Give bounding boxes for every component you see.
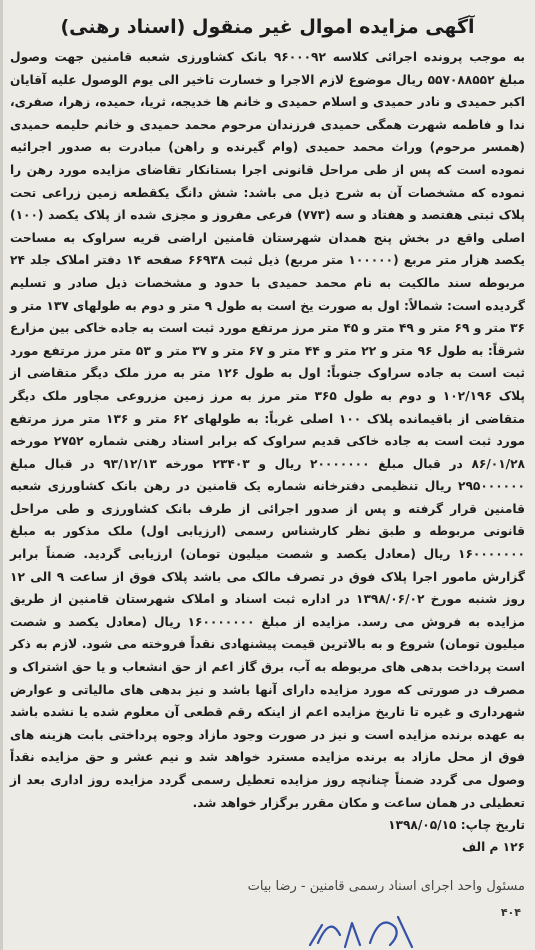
- handwritten-mark-icon: [300, 905, 420, 950]
- print-date: تاریخ چاپ: ۱۳۹۸/۰۵/۱۵: [388, 818, 525, 833]
- page-edge-shadow: [0, 0, 3, 950]
- page-number: ۴۰۴: [500, 906, 521, 919]
- reference-code: ۱۲۶ م الف: [461, 840, 525, 855]
- signature-line: مسئول واحد اجرای اسناد رسمی قامنین - رضا بیات: [247, 879, 525, 895]
- notice-title: آگهی مزایده اموال غیر منقول (اسناد رهنی): [60, 16, 475, 38]
- notice-body: به موجب پرونده اجرائی کلاسه ۹۶۰۰۰۹۲ بانک کشاورزی شعبه قامنین جهت وصول مبلغ ۵۵۷۰۸۸۵۵۲ ریال موضوع لازم الاجرا و خسارت تاخیر الی یوم الوصول علیه آقایان اکبر حمیدی و نادر حمیدی و اسلام حمیدی و خانم ها خدیجه، ثریا، حمیده، زهرا، صفری، ندا و فاطمه شهرت همگی حمیدی فرزندان مرحوم محمد حمیدی و خانم حلیمه حمیدی (همسر مرحوم) وراث محمد حمیدی (وام گیرنده و راهن) مبادرت به صدور اجرائیه نموده است که پس از طی مراحل قانونی اجرا بستانکار تقاضای مزایده مورد رهن را نموده که مشخصات آن به شرح ذیل می باشد: شش دانگ یکقطعه زمین زراعی تحت پلاک ثبتی هفتصد و هفتاد و سه (۷۷۳) فرعی مفروز و مجزی شده از پلاک یکصد (۱۰۰) اصلی واقع در بخش پنج همدان شهرستان قامنین اراضی قریه سراوک به مساحت یکصد هزار متر مربع (۱۰۰۰۰۰ متر مربع) ذیل ثبت ۶۶۹۳۸ صفحه ۱۴ دفتر املاک جلد ۲۴ مربوطه سند مالکیت به نام محمد حمیدی با حدود و مشخصات ذیل صادر و تسلیم گردیده است: شمالاً: اول به صورت یخ است به طول ۹ متر و دوم به طولهای ۱۳۷ متر و ۳۶ متر و ۶۹ متر و ۴۹ متر و ۴۵ متر مرز مرتفع مورد ثبت است به جاده خاکی بین مزارع شرقاً: به طول ۹۶ متر و ۲۲ متر و ۴۴ متر و ۶۷ متر و ۳۷ متر و ۵۳ متر مرز مرتفع مورد ثبت است به جاده سراوک جنوباً: اول به طول ۱۲۶ متر به مرز ملک دیگر متقاضی از پلاک ۱۰۲/۱۹۶ و دوم به طول ۳۶۵ متر مرز به مرز زمین مزروعی مجاور ملک دیگر متقاضی از باقیمانده پلاک ۱۰۰ اصلی غرباً: به طولهای ۶۲ متر و ۱۳۶ متر مرز مرتفع مورد ثبت است به جاده خاکی قدیم سراوک که برابر اسناد رهنی شماره ۲۷۵۲ مورخه ۸۶/۰۱/۲۸ در قبال مبلغ ۲۰۰۰۰۰۰۰ ریال و ۲۳۴۰۳ مورخه ۹۳/۱۲/۱۳ در قبال مبلغ ۲۹۵۰۰۰۰۰۰ ریال تنظیمی دفترخانه شماره یک قامنین در رهن بانک کشاورزی شعبه قامنین قرار گرفته و پس از صدور اجرائی از طرف بانک کشاورزی و طی مراحل قانونی مربوطه و طبق نظر کارشناس رسمی (ارزیابی اول) ملک مذکور به مبلغ ۱۶۰۰۰۰۰۰۰ ریال (معادل یکصد و شصت میلیون تومان) ارزیابی گردید. ضمناً برابر گزارش مامور اجرا پلاک فوق در تصرف مالک می باشد پلاک فوق از ساعت ۹ الی ۱۲ روز شنبه مورخ ۱۳۹۸/۰۶/۰۲ در اداره ثبت اسناد و املاک شهرستان قامنین از طریق مزایده به فروش می رسد. مزایده از مبلغ ۱۶۰۰۰۰۰۰۰ ریال (معادل یکصد و شصت میلیون تومان) شروع و به بالاترین قیمت پیشنهادی نقداً فروخته می شود. لازم به ذکر است پرداخت بدهی های مربوطه به آب، برق گاز اعم از حق انشعاب و یا حق اشتراک و مصرف در صورتی که مورد مزایده دارای آنها باشد و نیز بدهی های مالیاتی و عوارض شهرداری و غیره تا تاریخ مزایده اعم از اینکه رقم قطعی آن معلوم شده یا نشده باشد به عهده برنده مزایده است و نیز در صورت وجود مازاد وجوه پرداختی بابت هزینه های فوق از محل مازاد به برنده مزایده مسترد خواهد شد و نیم عشر و حق مزایده نقداً وصول می گردد ضمناً چنانچه روز مزایده تعطیل رسمی گردد مزایده روز اداری بعد از تعطیلی در همان ساعت و مکان مقرر برگزار خواهد شد.: [10, 50, 526, 810]
